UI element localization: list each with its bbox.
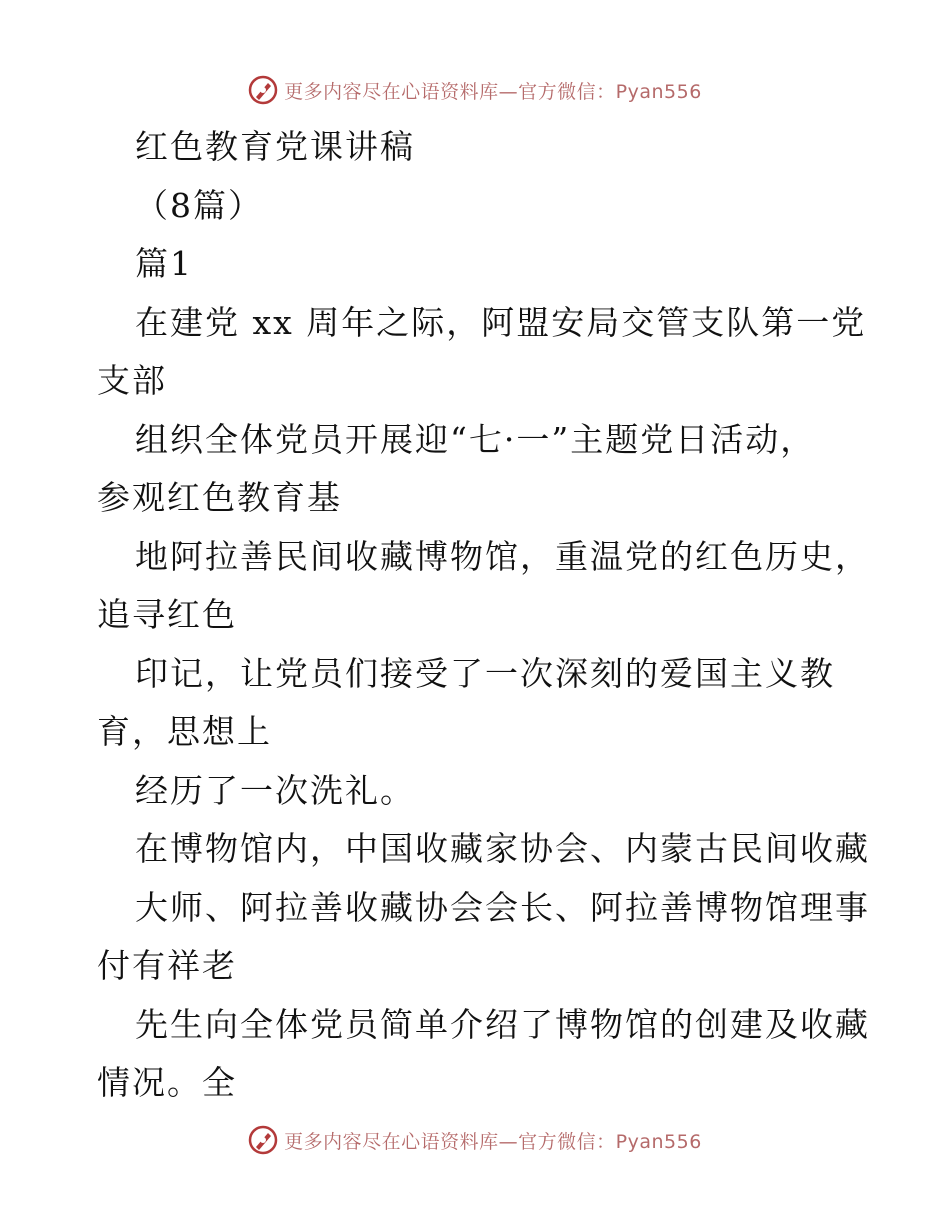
text-line: 追寻红色 bbox=[97, 595, 237, 634]
text-line: 在博物馆内，中国收藏家协会、内蒙古民间收藏 bbox=[135, 829, 870, 868]
section-heading: 篇1 bbox=[135, 244, 193, 283]
text-line: 支部 bbox=[97, 361, 167, 400]
text-line: 情况。全 bbox=[97, 1063, 237, 1102]
text-line: 印记，让党员们接受了一次深刻的爱国主义教 bbox=[135, 653, 835, 693]
document-subtitle: （8篇） bbox=[135, 185, 263, 225]
document-body bbox=[97, 118, 917, 1113]
text-line: 先生向全体党员简单介绍了博物馆的创建及收藏 bbox=[135, 1004, 870, 1044]
text-line: 参观红色教育基 bbox=[97, 478, 342, 517]
text-line: 在建党 xx 周年之际，阿盟安局交管支队第一党 bbox=[135, 302, 867, 342]
footer-banner bbox=[0, 1120, 950, 1160]
text-line: 付有祥老 bbox=[97, 946, 237, 985]
banner-text: 更多内容尽在心语资料库—官方微信：Pyan556 bbox=[284, 1130, 702, 1153]
document-title: 红色教育党课讲稿 bbox=[135, 127, 415, 166]
pen-logo-icon bbox=[248, 1125, 278, 1155]
text-line: 育，思想上 bbox=[97, 712, 272, 751]
text-line: 大师、阿拉善收藏协会会长、阿拉善博物馆理事 bbox=[135, 887, 870, 927]
text-line: 组织全体党员开展迎“七·一”主题党日活动， bbox=[135, 419, 816, 459]
header-banner bbox=[0, 70, 950, 110]
banner-text: 更多内容尽在心语资料库—官方微信：Pyan556 bbox=[284, 80, 702, 103]
text-line: 地阿拉善民间收藏博物馆，重温党的红色历史， bbox=[135, 536, 870, 576]
pen-logo-icon bbox=[248, 75, 278, 105]
text-line: 经历了一次洗礼。 bbox=[135, 770, 415, 810]
